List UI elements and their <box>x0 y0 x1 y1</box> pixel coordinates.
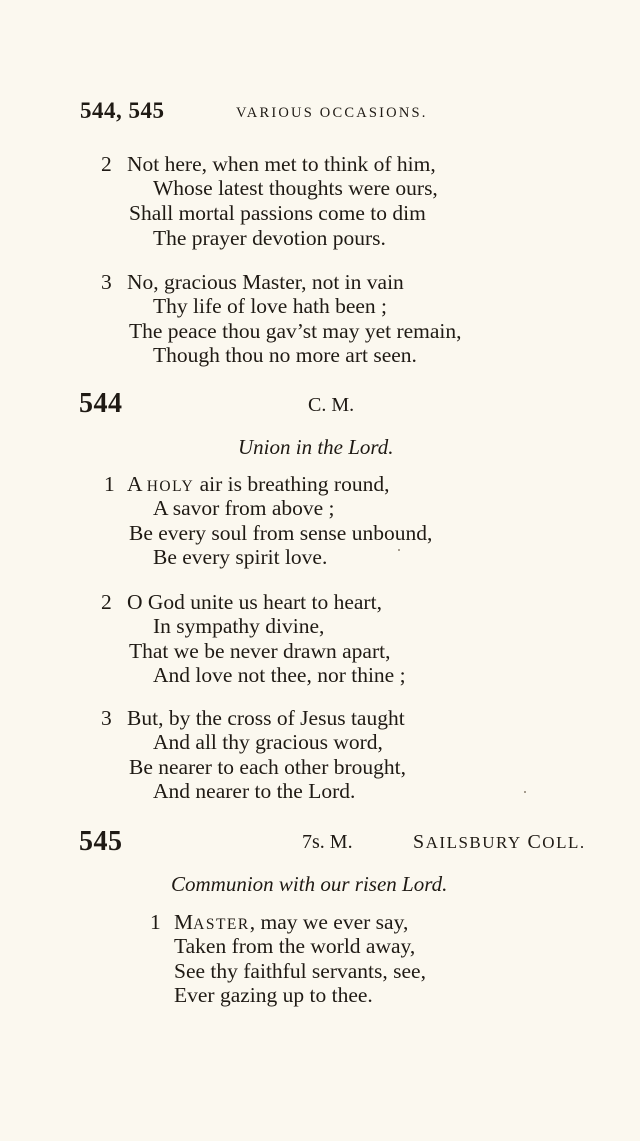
verse-line: Taken from the world away, <box>174 934 416 958</box>
first-word-small-caps: HOLY <box>146 478 195 495</box>
page-number: 544, 545 <box>80 98 165 123</box>
verse-line: The peace thou gav’st may yet remain, <box>129 319 462 343</box>
verse-line: But, by the cross of Jesus taught <box>127 706 405 730</box>
verse-line: Shall mortal passions come to dim <box>129 201 426 225</box>
first-word-small-caps: ASTER <box>193 916 250 933</box>
hymn-number: 544 <box>79 388 123 419</box>
verse-number: 3 <box>101 270 112 294</box>
verse-line: Thy life of love hath been ; <box>153 294 388 318</box>
verse-line: A savor from above ; <box>153 496 335 520</box>
verse-number: 1 <box>104 472 115 496</box>
verse-line: See thy faithful servants, see, <box>174 959 426 983</box>
verse-line: Be every soul from sense unbound, <box>129 521 433 545</box>
first-line-rest: , may we ever say, <box>249 910 409 934</box>
verse-line: O God unite us heart to heart, <box>127 590 382 614</box>
verse-line: Not here, when met to think of him, <box>127 152 436 176</box>
verse-line: The prayer devotion pours. <box>153 226 386 250</box>
first-line-rest: air is breathing round, <box>194 472 390 496</box>
first-cap: M <box>174 910 194 934</box>
hymn-number: 545 <box>79 826 123 857</box>
verse-line: That we be never drawn apart, <box>129 639 391 663</box>
verse-line: In sympathy divine, <box>153 614 325 638</box>
tune-cap: S <box>413 831 426 853</box>
verse-number: 2 <box>101 152 112 176</box>
verse-line: And all thy gracious word, <box>153 730 383 754</box>
hymn-title: Union in the Lord. <box>238 435 394 459</box>
verse-line: And nearer to the Lord. <box>153 779 356 803</box>
hymn-meter: 7s. M. <box>302 831 353 853</box>
hymn-title: Communion with our risen Lord. <box>171 872 448 896</box>
verse-line: Though thou no more art seen. <box>153 343 417 367</box>
paper-speck <box>398 549 400 551</box>
verse-line: No, gracious Master, not in vain <box>127 270 404 294</box>
tune-small-caps: AILSBURY <box>425 833 522 852</box>
verse-number: 1 <box>150 910 161 934</box>
first-word: A <box>127 472 142 496</box>
verse-line: And love not thee, nor thine ; <box>153 663 406 687</box>
tune-small-caps: OLL. <box>542 833 586 852</box>
verse-first-line <box>127 472 389 499</box>
tune-cap: C <box>527 831 543 853</box>
verse-line: Whose latest thoughts were ours, <box>153 176 438 200</box>
verse-line: Be every spirit love. <box>153 545 328 569</box>
verse-line: Be nearer to each other brought, <box>129 755 406 779</box>
running-title: VARIOUS OCCASIONS. <box>236 105 428 121</box>
paper-speck <box>524 791 526 793</box>
hymn-meter: C. M. <box>308 394 355 416</box>
verse-line: Ever gazing up to thee. <box>174 983 373 1007</box>
verse-number: 3 <box>101 706 112 730</box>
verse-number: 2 <box>101 590 112 614</box>
tune-name <box>413 831 586 854</box>
verse-first-line <box>174 910 408 937</box>
